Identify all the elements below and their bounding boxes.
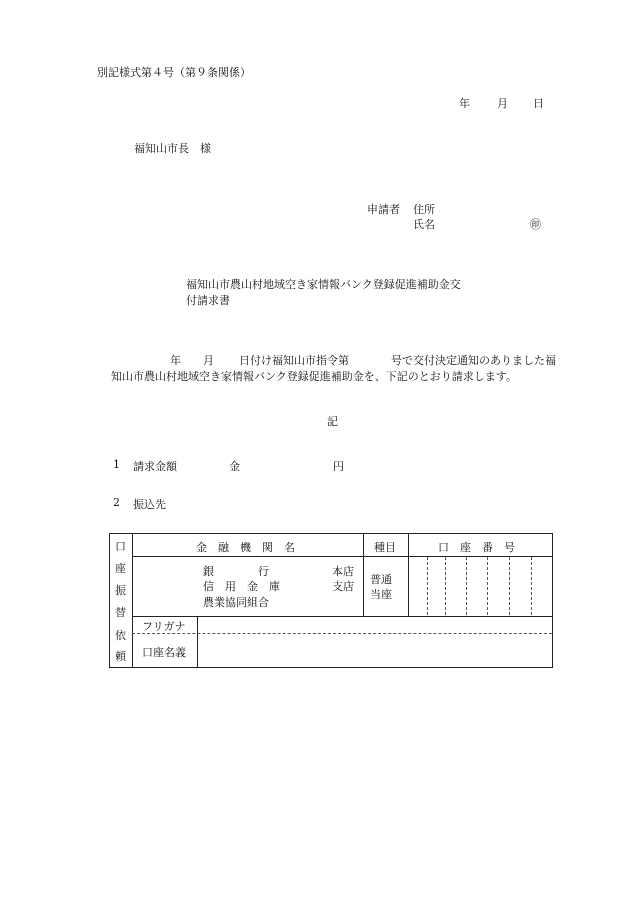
account-holder-label: 口座名義 bbox=[142, 646, 186, 659]
branch-main: 本店 bbox=[332, 565, 354, 578]
item1-label: 請求金額 bbox=[133, 460, 177, 473]
address-label: 住所 bbox=[413, 203, 435, 216]
item1-number: 1 bbox=[113, 458, 120, 471]
seal-mark: ㊞ bbox=[530, 218, 541, 231]
applicant-label: 申請者 bbox=[367, 203, 400, 216]
item2-label: 振込先 bbox=[133, 498, 166, 511]
transfer-table bbox=[109, 533, 553, 668]
side-char-3: 振 bbox=[115, 584, 126, 597]
branch-sub: 支店 bbox=[332, 580, 354, 593]
date-day: 日 bbox=[533, 97, 544, 110]
bank-type-ja: 農業協同組合 bbox=[203, 596, 269, 609]
name-label: 氏名 bbox=[413, 218, 435, 231]
body-text-mid: 日付け福知山市指令第 bbox=[239, 354, 349, 367]
date-year: 年 bbox=[459, 97, 470, 110]
side-char-5: 依 bbox=[115, 629, 126, 642]
item2-number: 2 bbox=[113, 496, 120, 509]
date-month: 月 bbox=[497, 97, 508, 110]
side-char-2: 座 bbox=[115, 562, 126, 575]
item1-yen: 円 bbox=[333, 460, 344, 473]
header-account-number: 口 座 番 号 bbox=[438, 541, 515, 554]
title-line-2: 付請求書 bbox=[186, 294, 230, 307]
body-line-2: 知山市農山村地域空き家情報バンク登録促進補助金を、下記のとおり請求します。 bbox=[111, 370, 517, 383]
body-month: 月 bbox=[203, 354, 214, 367]
body-year: 年 bbox=[170, 354, 181, 367]
addressee: 福知山市長 様 bbox=[134, 142, 211, 155]
form-id: 別記様式第４号（第９条関係） bbox=[97, 66, 251, 79]
bank-type-shinkin: 信 用 金 庫 bbox=[203, 580, 280, 593]
ki-heading: 記 bbox=[327, 415, 338, 428]
bank-type-bank: 銀 行 bbox=[203, 565, 269, 578]
header-institution: 金 融 機 関 名 bbox=[196, 541, 295, 554]
body-text-end: 号で交付決定通知のありました福 bbox=[391, 354, 556, 367]
side-char-6: 頼 bbox=[115, 650, 126, 663]
account-type-current: 当座 bbox=[370, 588, 392, 601]
title-line-1: 福知山市農山村地域空き家情報バンク登録促進補助金交 bbox=[186, 278, 461, 291]
account-type-ordinary: 普通 bbox=[370, 573, 392, 586]
furigana-label: フリガナ bbox=[142, 620, 186, 633]
side-char-1: 口 bbox=[115, 540, 126, 553]
header-type: 種目 bbox=[374, 541, 396, 554]
side-char-4: 替 bbox=[115, 606, 126, 619]
item1-kin: 金 bbox=[229, 460, 240, 473]
